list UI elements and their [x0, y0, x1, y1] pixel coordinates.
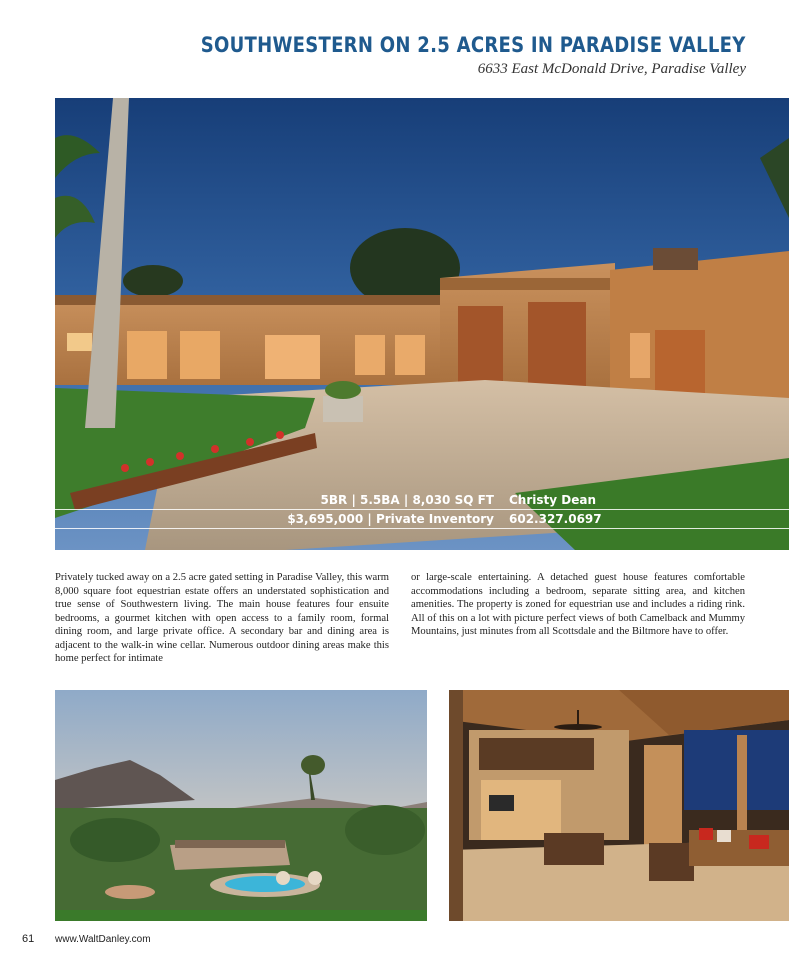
description-column-2: or large-scale entertaining. A detached guest house features comfortable accommodations including a bedroom, separate sitting area, and kitchen amenities. The property is zoned for equestrian use and includes a riding rink. All of this on a lot with picture perfect views of both Camelback and Mummy Mountains, just minutes from all Scottsdale and the Biltmore have to offer.	[411, 572, 745, 637]
covered-patio-image	[449, 690, 789, 921]
band-divider	[55, 509, 789, 510]
page-title: SOUTHWESTERN ON 2.5 ACRES IN PARADISE VALLEY	[201, 33, 746, 57]
band-divider	[55, 528, 789, 529]
listing-info-band	[55, 490, 789, 534]
aerial-pool-image	[55, 690, 427, 921]
page-number: 61	[22, 933, 35, 945]
patio-photo	[449, 690, 789, 921]
listing-price: $3,695,000 | Private Inventory	[287, 512, 494, 526]
agent-name: Christy Dean	[509, 493, 596, 507]
listing-specs: 5BR | 5.5BA | 8,030 SQ FT	[320, 493, 494, 507]
house-twilight-image	[55, 98, 789, 550]
aerial-photo	[55, 690, 427, 921]
website-link[interactable]: www.WaltDanley.com	[55, 934, 151, 945]
agent-phone: 602.327.0697	[509, 512, 602, 526]
hero-photo	[55, 98, 789, 550]
description-column-1: Privately tucked away on a 2.5 acre gated setting in Paradise Valley, this warm 8,000 square foot equestrian estate offers an understated sophistication and true sense of Southwestern living. The main house features four ensuite bedrooms, a gourmet kitchen with open access to a family room, formal dining room, and large private office. A secondary bar and dining area is adjacent to the walk-in wine cellar. Numerous outdoor dining areas make this home perfect for intimate	[55, 572, 389, 664]
property-address: 6633 East McDonald Drive, Paradise Valley	[477, 61, 746, 77]
